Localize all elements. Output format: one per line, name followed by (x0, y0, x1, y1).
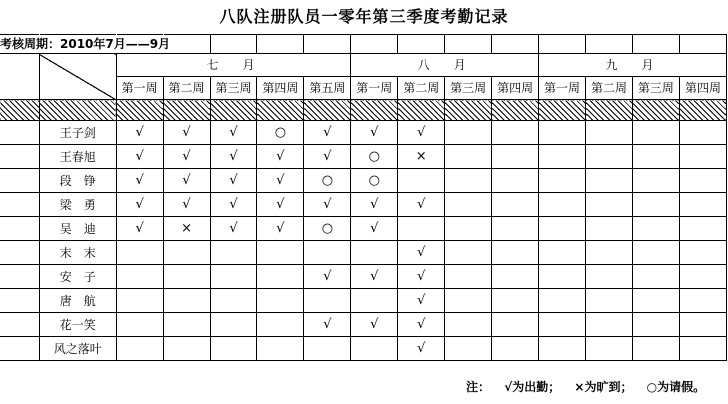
month-header-july: 七 月 (116, 54, 351, 77)
attendance-mark (445, 169, 492, 193)
attendance-mark (492, 289, 539, 313)
attendance-mark (163, 241, 210, 265)
attendance-mark: √ (398, 193, 445, 217)
row-index-cell (0, 265, 39, 289)
attendance-mark (679, 313, 726, 337)
attendance-mark: √ (257, 169, 304, 193)
month-header-september: 九 月 (539, 54, 727, 77)
member-row (0, 169, 727, 193)
member-name: 吴 迪 (39, 217, 116, 241)
attendance-mark (257, 241, 304, 265)
attendance-mark: √ (398, 313, 445, 337)
attendance-mark (445, 337, 492, 361)
attendance-mark (632, 241, 679, 265)
attendance-mark: √ (163, 193, 210, 217)
hatch-cell (632, 100, 679, 121)
week-header: 第一周 (116, 77, 163, 100)
attendance-mark (586, 145, 633, 169)
hatch-cell (586, 100, 633, 121)
attendance-mark: √ (304, 265, 351, 289)
legend-leave: ○为请假。 (646, 380, 706, 394)
attendance-mark (632, 313, 679, 337)
attendance-mark (586, 217, 633, 241)
attendance-mark (445, 241, 492, 265)
attendance-mark: √ (257, 217, 304, 241)
attendance-mark (679, 217, 726, 241)
member-row (0, 217, 727, 241)
attendance-mark (586, 313, 633, 337)
member-name: 唐 航 (39, 289, 116, 313)
attendance-mark (586, 121, 633, 145)
attendance-mark (679, 169, 726, 193)
week-header: 第二周 (398, 77, 445, 100)
attendance-mark (632, 337, 679, 361)
attendance-mark (492, 145, 539, 169)
attendance-mark (492, 121, 539, 145)
attendance-mark (679, 289, 726, 313)
hatch-cell (39, 100, 116, 121)
attendance-mark (586, 265, 633, 289)
attendance-mark (445, 193, 492, 217)
member-row (0, 313, 727, 337)
attendance-mark: √ (163, 121, 210, 145)
attendance-mark (586, 289, 633, 313)
hatch-cell (163, 100, 210, 121)
attendance-mark: √ (210, 193, 257, 217)
attendance-mark (539, 241, 586, 265)
member-row (0, 145, 727, 169)
attendance-mark (210, 265, 257, 289)
attendance-mark (679, 241, 726, 265)
attendance-mark (539, 145, 586, 169)
week-header: 第一周 (351, 77, 398, 100)
attendance-mark (679, 145, 726, 169)
attendance-mark (163, 289, 210, 313)
attendance-mark (351, 289, 398, 313)
row-index-cell (0, 145, 39, 169)
attendance-mark (539, 313, 586, 337)
legend-present: √为出勤； (504, 380, 561, 394)
attendance-mark (586, 193, 633, 217)
attendance-mark: √ (210, 121, 257, 145)
attendance-mark (398, 217, 445, 241)
hatch-cell (679, 100, 726, 121)
attendance-mark (257, 265, 304, 289)
attendance-mark (116, 241, 163, 265)
attendance-mark (539, 217, 586, 241)
attendance-mark (116, 289, 163, 313)
attendance-mark (632, 265, 679, 289)
attendance-mark: ○ (304, 169, 351, 193)
member-name: 风之落叶 (39, 337, 116, 361)
attendance-mark: ○ (351, 169, 398, 193)
week-header: 第三周 (210, 77, 257, 100)
attendance-table (0, 34, 727, 361)
attendance-mark (632, 217, 679, 241)
attendance-mark (539, 289, 586, 313)
attendance-mark (632, 193, 679, 217)
member-name: 梁 勇 (39, 193, 116, 217)
hatch-cell (0, 100, 39, 121)
attendance-mark: √ (304, 193, 351, 217)
attendance-mark: × (163, 217, 210, 241)
attendance-mark (257, 313, 304, 337)
month-header-august: 八 月 (351, 54, 539, 77)
attendance-mark (351, 241, 398, 265)
corner-diagonal-cell (39, 54, 116, 100)
attendance-mark (492, 241, 539, 265)
week-header: 第三周 (632, 77, 679, 100)
attendance-mark (492, 265, 539, 289)
week-header: 第一周 (539, 77, 586, 100)
attendance-mark: √ (398, 265, 445, 289)
attendance-mark (257, 337, 304, 361)
attendance-mark: ○ (351, 145, 398, 169)
row-index-cell (0, 241, 39, 265)
attendance-mark: √ (398, 289, 445, 313)
attendance-mark (445, 121, 492, 145)
hatch-cell (351, 100, 398, 121)
member-row (0, 121, 727, 145)
attendance-mark (679, 265, 726, 289)
legend-prefix: 注： (466, 380, 491, 394)
attendance-mark (163, 337, 210, 361)
attendance-mark: √ (398, 241, 445, 265)
week-header: 第二周 (163, 77, 210, 100)
hatch-cell (492, 100, 539, 121)
attendance-mark (632, 121, 679, 145)
page-title: 八队注册队员一零年第三季度考勤记录 (219, 7, 509, 26)
attendance-mark (116, 265, 163, 289)
row-index-cell (0, 121, 39, 145)
attendance-mark (445, 217, 492, 241)
attendance-mark (492, 193, 539, 217)
hatch-cell (116, 100, 163, 121)
attendance-mark (632, 169, 679, 193)
row-index-cell (0, 313, 39, 337)
attendance-mark (210, 313, 257, 337)
attendance-mark (492, 313, 539, 337)
attendance-mark (257, 289, 304, 313)
attendance-mark: √ (304, 121, 351, 145)
attendance-mark (351, 337, 398, 361)
attendance-mark (539, 265, 586, 289)
attendance-mark (679, 121, 726, 145)
row-index-cell (0, 337, 39, 361)
attendance-mark (586, 241, 633, 265)
attendance-mark (679, 193, 726, 217)
attendance-mark: √ (116, 169, 163, 193)
attendance-mark (163, 313, 210, 337)
attendance-mark: × (398, 145, 445, 169)
attendance-mark (210, 241, 257, 265)
attendance-mark: √ (351, 121, 398, 145)
attendance-mark (116, 313, 163, 337)
attendance-mark (445, 289, 492, 313)
attendance-mark (445, 313, 492, 337)
member-row (0, 265, 727, 289)
row-index-cell (0, 193, 39, 217)
attendance-mark: √ (210, 217, 257, 241)
hatch-cell (398, 100, 445, 121)
attendance-mark (679, 337, 726, 361)
attendance-mark: √ (398, 121, 445, 145)
hatch-cell (304, 100, 351, 121)
attendance-mark (304, 337, 351, 361)
member-row (0, 289, 727, 313)
legend-note (466, 378, 715, 395)
week-header: 第四周 (257, 77, 304, 100)
attendance-mark (210, 337, 257, 361)
attendance-mark (163, 265, 210, 289)
attendance-mark: √ (257, 145, 304, 169)
hatch-cell (445, 100, 492, 121)
attendance-mark: √ (163, 145, 210, 169)
attendance-mark: √ (163, 169, 210, 193)
week-header: 第五周 (304, 77, 351, 100)
attendance-mark: √ (398, 337, 445, 361)
row-index-cell (0, 289, 39, 313)
member-row (0, 337, 727, 361)
member-name: 段 铮 (39, 169, 116, 193)
attendance-mark (210, 289, 257, 313)
attendance-mark: √ (116, 217, 163, 241)
attendance-mark (492, 169, 539, 193)
attendance-mark: √ (304, 145, 351, 169)
attendance-mark: √ (116, 193, 163, 217)
attendance-mark: √ (351, 313, 398, 337)
assessment-period: 考核周期：2010年7月——9月 (0, 37, 171, 51)
attendance-mark (492, 337, 539, 361)
week-header: 第四周 (679, 77, 726, 100)
corner-cell-left (0, 54, 39, 100)
member-name: 王春旭 (39, 145, 116, 169)
attendance-mark (586, 337, 633, 361)
attendance-mark (539, 169, 586, 193)
attendance-mark: √ (351, 193, 398, 217)
attendance-mark (632, 145, 679, 169)
attendance-mark (445, 145, 492, 169)
attendance-mark: √ (210, 169, 257, 193)
attendance-mark: √ (351, 217, 398, 241)
attendance-mark (539, 337, 586, 361)
member-name: 王子剑 (39, 121, 116, 145)
member-name: 安 子 (39, 265, 116, 289)
attendance-mark (116, 337, 163, 361)
attendance-mark: √ (304, 313, 351, 337)
attendance-mark (539, 121, 586, 145)
member-name: 花一笑 (39, 313, 116, 337)
week-header: 第二周 (586, 77, 633, 100)
attendance-mark (586, 169, 633, 193)
hatch-cell (257, 100, 304, 121)
attendance-mark: √ (257, 193, 304, 217)
attendance-mark (398, 169, 445, 193)
attendance-mark: √ (210, 145, 257, 169)
attendance-mark (492, 217, 539, 241)
attendance-mark: √ (116, 121, 163, 145)
attendance-mark (445, 265, 492, 289)
member-row (0, 193, 727, 217)
row-index-cell (0, 169, 39, 193)
legend-absent: ×为旷到； (574, 380, 633, 394)
hatch-cell (539, 100, 586, 121)
attendance-mark: √ (351, 265, 398, 289)
attendance-mark (632, 289, 679, 313)
attendance-mark (539, 193, 586, 217)
row-index-cell (0, 217, 39, 241)
week-header: 第三周 (445, 77, 492, 100)
attendance-mark: √ (116, 145, 163, 169)
attendance-mark: ○ (304, 217, 351, 241)
member-row (0, 241, 727, 265)
attendance-mark (304, 241, 351, 265)
attendance-mark: ○ (257, 121, 304, 145)
week-header: 第四周 (492, 77, 539, 100)
hatch-cell (210, 100, 257, 121)
attendance-mark (304, 289, 351, 313)
member-name: 末 末 (39, 241, 116, 265)
